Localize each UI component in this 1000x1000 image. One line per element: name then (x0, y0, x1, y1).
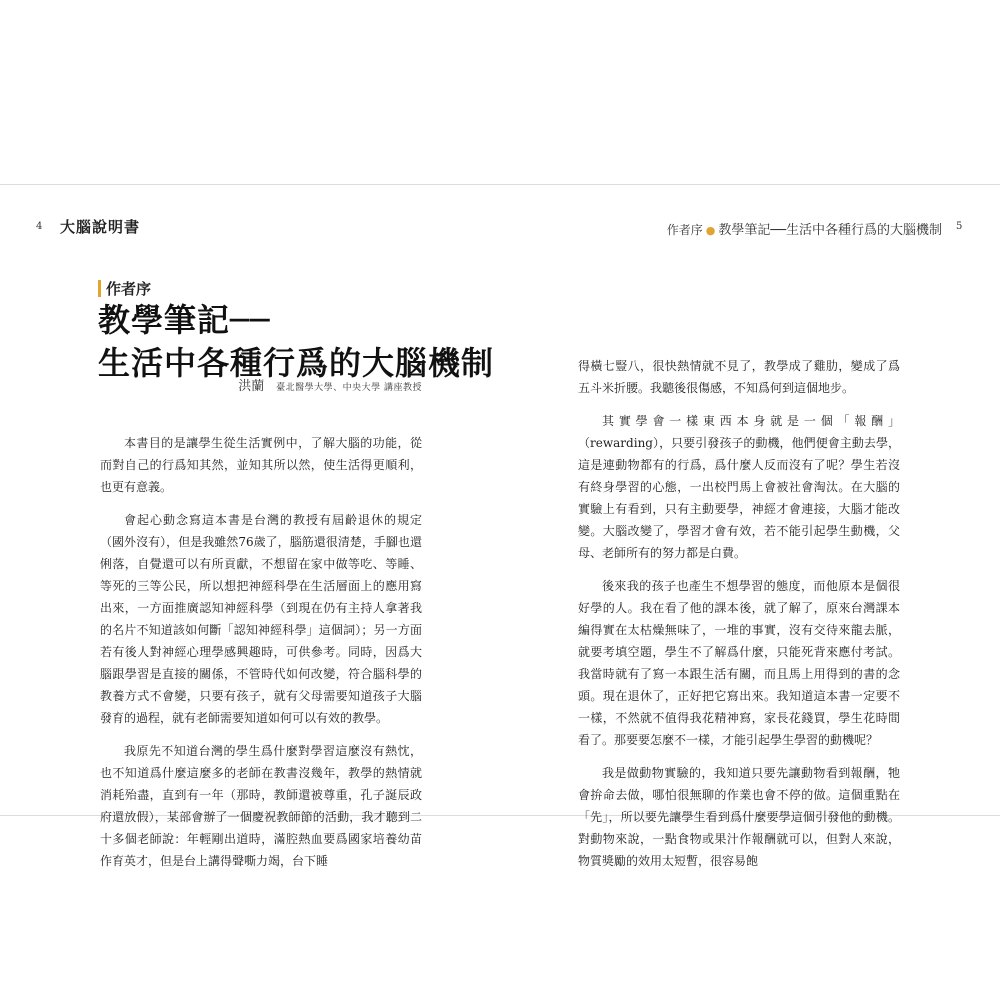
paragraph: 我原先不知道台灣的學生爲什麼對學習這麼沒有熱忱，也不知道爲什麼這麼多的老師在教書沒幾年，教學的熱情就消耗殆盡，直到有一年（那時，教師還被尊重，孔子誕辰政府還放假），某部會辦了一個慶祝教師節的活動，我才聽到二十多個老師說：年輕剛出道時，滿腔熱血要爲國家培養幼苗作育英才，但是台上講得聲嘶力竭，台下睡 (100, 744, 422, 868)
chapter-label-text: 作者序 (106, 280, 152, 298)
chapter-title-line-1: 教學筆記── (98, 301, 271, 339)
paragraph: 會起心動念寫這本書是台灣的教授有屆齡退休的規定（國外沒有），但是我雖然76歲了，腦筋還很清楚，手腳也還俐落，自覺還可以有所貢獻，不想留在家中做等吃、等睡、等死的三等公民，所以想把神經科學在生活層面上的應用寫出來，一方面推廣認知神經科學（到現在仍有主持人拿著我的名片不知道該如何斷「認知神經科學」這個詞）；另一方面若有後人對神經心理學感興趣時，可供參考。同時，因爲大腦跟學習是直接的關係，不管時代如何改變，符合腦科學的教養方式不會變，只要有孩子，就有父母需要知道孩子大腦發育的過程，就有老師需要知道如何可以有效的教學。 (100, 513, 422, 725)
top-divider (0, 184, 1000, 185)
right-running-head (667, 219, 942, 238)
paragraph: 後來我的孩子也產生不想學習的態度，而他原本是個很好學的人。我在看了他的課本後，就了解了，原來台灣課本編得實在太枯燥無味了，一堆的事實，沒有交待來龍去脈，就要考填空題，學生不了解爲什麼，只能死背來應付考試。我當時就有了寫一本跟生活有關，而且馬上用得到的書的念頭。現在退休了，正好把它寫出來。我知道這本書一定要不一樣，不然就不值得我花精神寫，家長花錢買，學生花時間看了。那要要怎麼不一樣，才能引起學生學習的動機呢？ (578, 579, 900, 747)
left-running-head: 大腦說明書 (60, 218, 141, 236)
running-title: 教學筆記──生活中各種行爲的大腦機制 (718, 223, 942, 238)
paragraph: 本書目的是讓學生從生活實例中，了解大腦的功能，從而對自己的行爲知其然，並知其所以然，使生活得更順利，也更有意義。 (100, 436, 422, 494)
paragraph: 得橫七豎八，很快熱情就不見了，教學成了雞肋，變成了爲五斗米折腰。我聽後很傷感，不知爲何到這個地步。 (578, 359, 900, 395)
chapter-title-line-2: 生活中各種行爲的大腦機制 (98, 344, 495, 382)
author-name: 洪蘭 (238, 379, 265, 394)
paragraph: 我是做動物實驗的，我知道只要先讓動物看到報酬，牠會拚命去做，哪怕很無聊的作業也會不停的做。這個重點在「先」，所以要先讓學生看到爲什麼要學這個引發他的動機。對動物來說，一點食物或果汁作報酬就可以，但對人來說，物質獎勵的效用太短暫，很容易飽 (578, 766, 900, 868)
paragraph: 其實學會一樣東西本身就是一個「報酬」（rewarding），只要引發孩子的動機，他們便會主動去學，這是連動物都有的行爲，爲什麼人反而沒有了呢？學生若沒有終身學習的心態，一出校門馬上會被社會淘汰。在大腦的實驗上有看到，只有主動要學，神經才會連接，大腦才能改變。大腦改變了，學習才會有效，若不能引起學生動機，父母、老師所有的努力都是白費。 (578, 414, 900, 560)
bullet-dot-icon: ● (705, 224, 716, 237)
right-body-text (578, 355, 900, 883)
left-page-number: 4 (36, 221, 43, 232)
right-page-number: 5 (956, 221, 963, 232)
author-byline (238, 375, 422, 394)
left-body-text (100, 432, 422, 883)
author-affiliation: 臺北醫學大學、中央大學 講座教授 (276, 383, 422, 393)
running-kicker: 作者序 (666, 223, 703, 237)
